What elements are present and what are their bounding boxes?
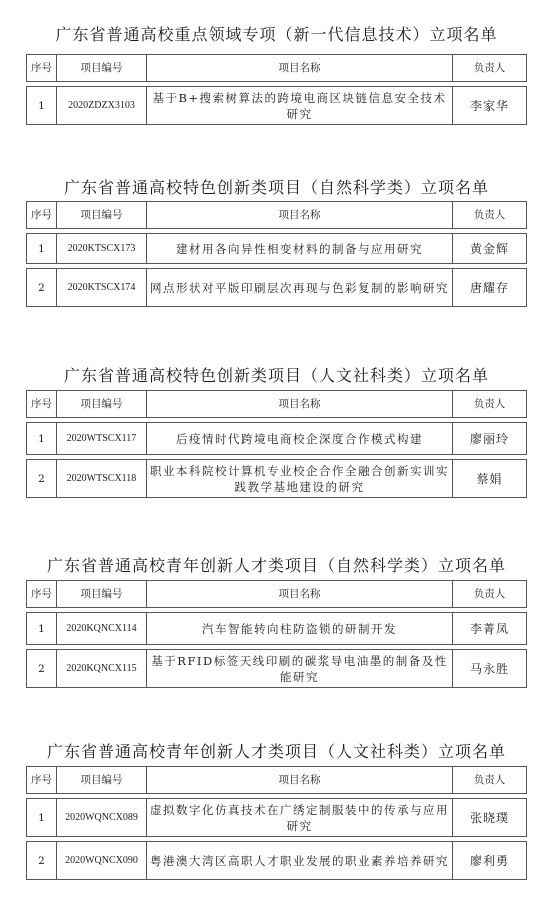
header-code: 项目编号 [57, 391, 147, 418]
table-row [27, 460, 527, 498]
row-seq: 1 [27, 799, 57, 837]
section-title: 广东省普通高校青年创新人才类项目（自然科学类）立项名单 [46, 556, 506, 575]
row-leader: 马永胜 [453, 650, 527, 688]
row-leader: 李家华 [453, 87, 527, 125]
header-seq: 序号 [27, 391, 57, 418]
row-leader: 蔡娟 [453, 460, 527, 498]
project-table [26, 201, 527, 307]
table-header-row [27, 55, 527, 82]
row-code: 2020ZDZX3103 [57, 87, 147, 125]
header-code: 项目编号 [57, 581, 147, 608]
row-seq: 2 [27, 269, 57, 307]
row-name: 网点形状对平版印刷层次再现与色彩复制的影响研究 [147, 269, 453, 307]
section-title: 广东省普通高校特色创新类项目（自然科学类）立项名单 [63, 178, 489, 197]
row-seq: 2 [27, 460, 57, 498]
header-name: 项目名称 [147, 391, 453, 418]
row-name: 汽车智能转向柱防盗锁的研制开发 [147, 613, 453, 645]
row-code: 2020WTSCX118 [57, 460, 147, 498]
header-leader: 负责人 [453, 391, 527, 418]
row-code: 2020WQNCX089 [57, 799, 147, 837]
row-seq: 2 [27, 650, 57, 688]
project-table [26, 766, 527, 880]
header-seq: 序号 [27, 55, 57, 82]
header-leader: 负责人 [453, 202, 527, 229]
section-title: 广东省普通高校青年创新人才类项目（人文社科类）立项名单 [46, 742, 506, 761]
project-table [26, 580, 527, 688]
row-leader: 唐耀存 [453, 269, 527, 307]
row-name: 基于B+搜索树算法的跨境电商区块链信息安全技术研究 [147, 87, 453, 125]
table-row [27, 799, 527, 837]
section-title: 广东省普通高校特色创新类项目（人文社科类）立项名单 [63, 366, 489, 385]
row-seq: 2 [27, 842, 57, 880]
table-row [27, 613, 527, 645]
row-seq: 1 [27, 234, 57, 264]
table-row [27, 234, 527, 264]
row-name: 基于RFID标签天线印刷的碳浆导电油墨的制备及性能研究 [147, 650, 453, 688]
table-row [27, 423, 527, 455]
project-table [26, 390, 527, 498]
row-leader: 廖利勇 [453, 842, 527, 880]
row-code: 2020KTSCX174 [57, 269, 147, 307]
row-code: 2020WQNCX090 [57, 842, 147, 880]
row-leader: 廖丽玲 [453, 423, 527, 455]
table-header-row [27, 391, 527, 418]
row-seq: 1 [27, 87, 57, 125]
header-seq: 序号 [27, 581, 57, 608]
row-name: 粤港澳大湾区高职人才职业发展的职业素养培养研究 [147, 842, 453, 880]
header-leader: 负责人 [453, 581, 527, 608]
header-name: 项目名称 [147, 767, 453, 794]
header-seq: 序号 [27, 767, 57, 794]
row-name: 虚拟数字化仿真技术在广绣定制服装中的传承与应用研究 [147, 799, 453, 837]
table-header-row [27, 581, 527, 608]
row-leader: 张晓璞 [453, 799, 527, 837]
project-table [26, 54, 527, 125]
row-code: 2020WTSCX117 [57, 423, 147, 455]
header-name: 项目名称 [147, 55, 453, 82]
table-row [27, 842, 527, 880]
row-code: 2020KTSCX173 [57, 234, 147, 264]
row-name: 建材用各向异性相变材料的制备与应用研究 [147, 234, 453, 264]
table-row [27, 87, 527, 125]
table-row [27, 650, 527, 688]
row-leader: 李菁凤 [453, 613, 527, 645]
row-seq: 1 [27, 613, 57, 645]
header-code: 项目编号 [57, 202, 147, 229]
header-code: 项目编号 [57, 55, 147, 82]
row-leader: 黄金辉 [453, 234, 527, 264]
row-name: 后疫情时代跨境电商校企深度合作模式构建 [147, 423, 453, 455]
header-seq: 序号 [27, 202, 57, 229]
header-name: 项目名称 [147, 581, 453, 608]
header-code: 项目编号 [57, 767, 147, 794]
header-leader: 负责人 [453, 55, 527, 82]
row-code: 2020KQNCX115 [57, 650, 147, 688]
table-header-row [27, 202, 527, 229]
header-name: 项目名称 [147, 202, 453, 229]
header-leader: 负责人 [453, 767, 527, 794]
row-code: 2020KQNCX114 [57, 613, 147, 645]
row-name: 职业本科院校计算机专业校企合作全融合创新实训实践教学基地建设的研究 [147, 460, 453, 498]
table-row [27, 269, 527, 307]
table-header-row [27, 767, 527, 794]
section-title: 广东省普通高校重点领域专项（新一代信息技术）立项名单 [55, 25, 498, 44]
row-seq: 1 [27, 423, 57, 455]
